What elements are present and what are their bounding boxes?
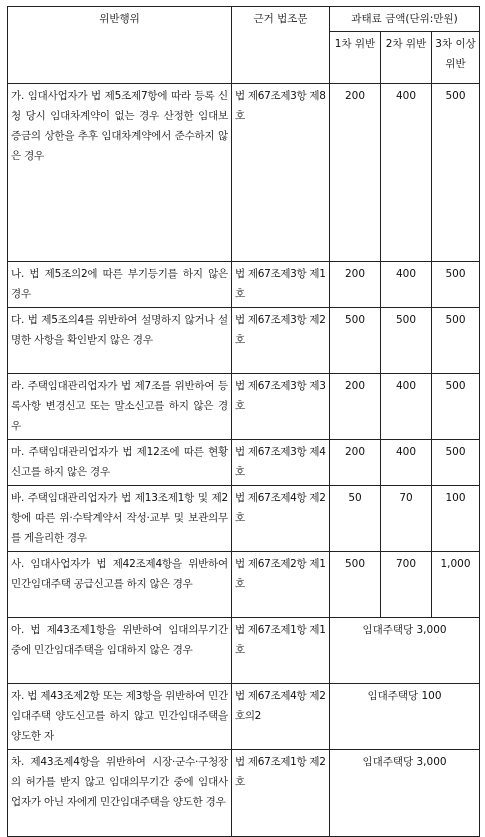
header-first-violation: 1차 위반 xyxy=(330,32,381,84)
merged-amount-cell: 임대주택당 100 xyxy=(330,684,480,750)
basis-cell: 법 제67조제3항 제1호 xyxy=(232,262,330,308)
third-amount-cell: 500 xyxy=(432,262,480,308)
table-row xyxy=(8,440,480,486)
merged-amount-cell: 임대주택당 3,000 xyxy=(330,750,480,837)
violation-cell: 가. 임대사업자가 법 제5조제7항에 따라 등록 신청 당시 임대차계약이 없는 경우 산정한 임대보증금의 상한을 추후 임대차계약에서 준수하지 않은 경우 xyxy=(8,84,232,262)
violation-cell: 라. 주택임대관리업자가 법 제7조를 위반하여 등록사항 변경신고 또는 말소신고를 하지 않은 경우 xyxy=(8,374,232,440)
first-amount-cell: 200 xyxy=(330,374,381,440)
second-amount-cell: 400 xyxy=(381,262,432,308)
header-violation: 위반행위 xyxy=(8,7,232,84)
basis-cell: 법 제67조제3항 제3호 xyxy=(232,374,330,440)
violation-cell: 사. 임대사업자가 법 제42조제4항을 위반하여 민간임대주택 공급신고를 하지 않은 경우 xyxy=(8,552,232,618)
third-amount-cell: 500 xyxy=(432,374,480,440)
table-row xyxy=(8,486,480,552)
violation-cell: 마. 주택임대관리업자가 법 제12조에 따른 현황 신고를 하지 않은 경우 xyxy=(8,440,232,486)
table-row xyxy=(8,374,480,440)
basis-cell: 법 제67조제4항 제2호의2 xyxy=(232,684,330,750)
third-amount-cell: 500 xyxy=(432,84,480,262)
second-amount-cell: 500 xyxy=(381,308,432,374)
basis-cell: 법 제67조제1항 제2호 xyxy=(232,750,330,837)
third-amount-cell: 500 xyxy=(432,308,480,374)
second-amount-cell: 400 xyxy=(381,84,432,262)
header-amount-group: 과태료 금액(단위:만원) xyxy=(330,7,480,32)
table-row xyxy=(8,684,480,750)
penalty-table-container xyxy=(7,6,479,837)
basis-cell: 법 제67조제2항 제1호 xyxy=(232,552,330,618)
header-third-violation: 3차 이상 위반 xyxy=(432,32,480,84)
violation-cell: 바. 주택임대관리업자가 법 제13조제1항 및 제2항에 따른 위·수탁계약서 작성·교부 및 보관의무를 게을리한 경우 xyxy=(8,486,232,552)
table-row xyxy=(8,308,480,374)
table-row xyxy=(8,618,480,684)
second-amount-cell: 700 xyxy=(381,552,432,618)
basis-cell: 법 제67조제3항 제8호 xyxy=(232,84,330,262)
header-second-violation: 2차 위반 xyxy=(381,32,432,84)
table-row xyxy=(8,262,480,308)
merged-amount-cell: 임대주택당 3,000 xyxy=(330,618,480,684)
violation-cell: 다. 법 제5조의4를 위반하여 설명하지 않거나 설명한 사항을 확인받지 않은 경우 xyxy=(8,308,232,374)
header-basis: 근거 법조문 xyxy=(232,7,330,84)
basis-cell: 법 제67조제3항 제4호 xyxy=(232,440,330,486)
violation-cell: 아. 법 제43조제1항을 위반하여 임대의무기간 중에 민간임대주택을 임대하지 않은 경우 xyxy=(8,618,232,684)
first-amount-cell: 200 xyxy=(330,262,381,308)
first-amount-cell: 500 xyxy=(330,552,381,618)
penalty-table xyxy=(7,6,480,837)
first-amount-cell: 500 xyxy=(330,308,381,374)
violation-cell: 자. 법 제43조제2항 또는 제3항을 위반하여 민간임대주택 양도신고를 하지 않고 민간임대주택을 양도한 자 xyxy=(8,684,232,750)
violation-cell: 차. 제43조제4항을 위반하여 시장·군수·구청장의 허가를 받지 않고 임대의무기간 중에 임대사업자가 아닌 자에게 민간임대주택을 양도한 경우 xyxy=(8,750,232,837)
violation-cell: 나. 법 제5조의2에 따른 부기등기를 하지 않은 경우 xyxy=(8,262,232,308)
third-amount-cell: 100 xyxy=(432,486,480,552)
first-amount-cell: 200 xyxy=(330,84,381,262)
third-amount-cell: 500 xyxy=(432,440,480,486)
second-amount-cell: 400 xyxy=(381,374,432,440)
first-amount-cell: 200 xyxy=(330,440,381,486)
third-amount-cell: 1,000 xyxy=(432,552,480,618)
table-row xyxy=(8,750,480,837)
table-row xyxy=(8,84,480,262)
basis-cell: 법 제67조제1항 제1호 xyxy=(232,618,330,684)
basis-cell: 법 제67조제4항 제2호 xyxy=(232,486,330,552)
basis-cell: 법 제67조제3항 제2호 xyxy=(232,308,330,374)
second-amount-cell: 400 xyxy=(381,440,432,486)
first-amount-cell: 50 xyxy=(330,486,381,552)
second-amount-cell: 70 xyxy=(381,486,432,552)
table-row xyxy=(8,552,480,618)
